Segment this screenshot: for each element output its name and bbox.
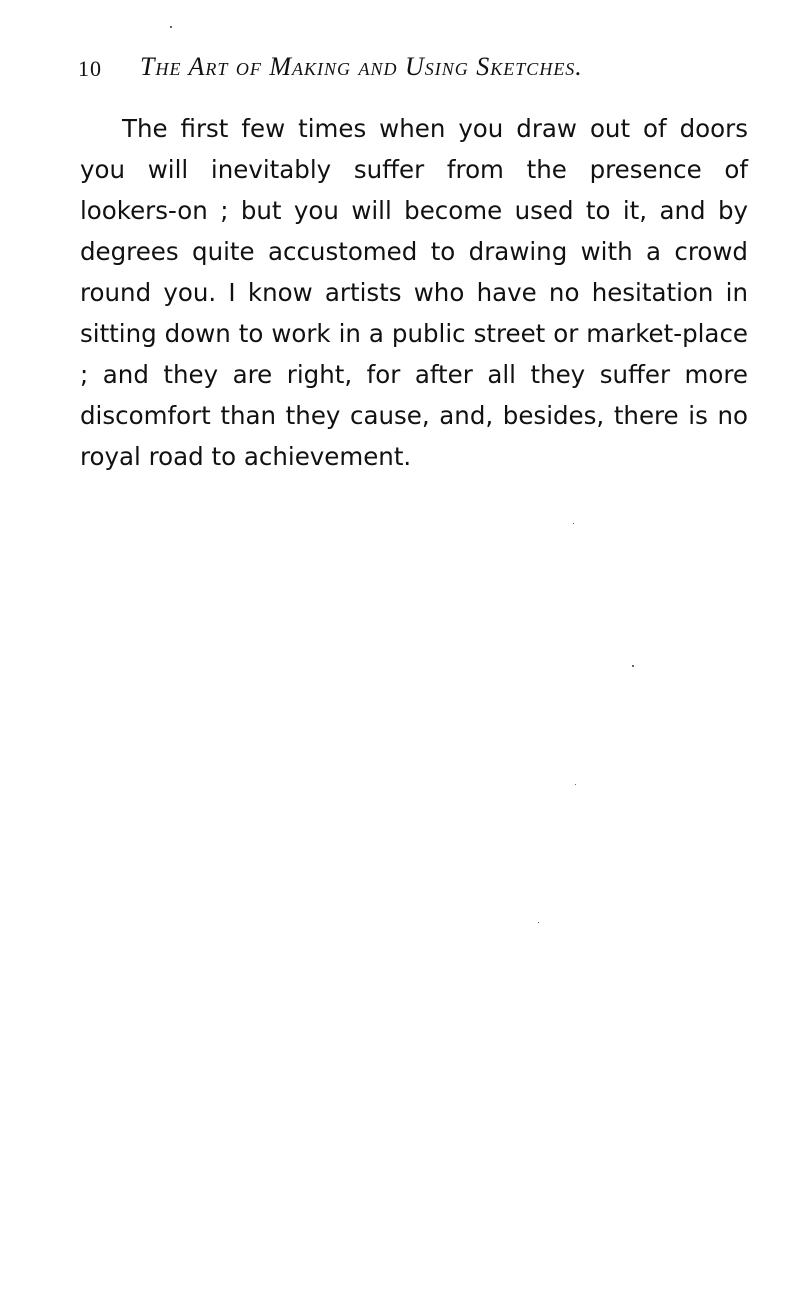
scan-speck — [538, 922, 539, 923]
page-number: 10 — [78, 56, 102, 81]
book-title: The Art of Making and Using Sketches. — [140, 52, 583, 81]
running-head — [78, 52, 698, 88]
scan-speck — [573, 523, 574, 524]
scan-speck — [632, 665, 634, 667]
scan-speck — [575, 784, 576, 785]
scan-speck — [170, 26, 172, 28]
body-paragraph: The first few times when you draw out of doors you will inevitably suffer from the presence of lookers-on ; but you will become used to it, and by degrees quite accustomed to drawing with a crowd round you. I know artists who have no hesitation in sitting down to work in a public street or market-place ; and they are right, for after all they suffer more discomfort than they cause, and, besides, there is no royal road to achievement. — [80, 114, 748, 471]
